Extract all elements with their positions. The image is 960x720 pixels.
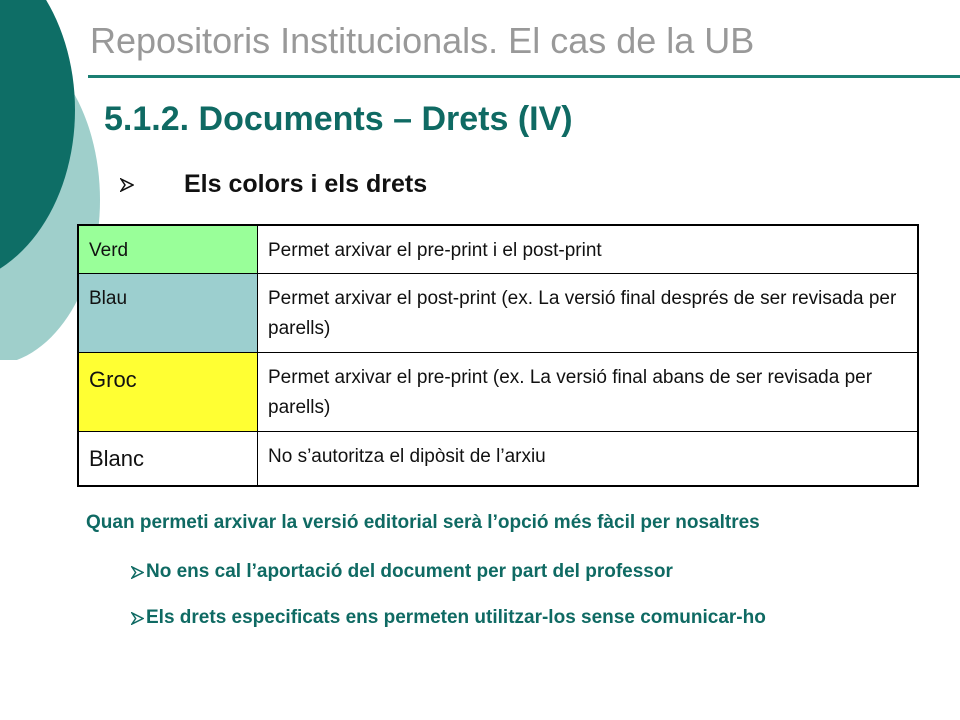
table-row	[78, 432, 918, 486]
arrow-bullet-icon	[131, 566, 144, 579]
slide-title: 5.1.2. Documents – Drets (IV)	[104, 100, 573, 138]
description-cell: Permet arxivar el pre-print i el post-print	[258, 225, 919, 274]
color-cell-verd: Verd	[78, 225, 258, 274]
subtitle-text: Els colors i els drets	[184, 170, 428, 198]
bullet-text: Els drets especificats ens permeten utilitzar-los sense comunicar-ho	[146, 607, 766, 628]
arrow-bullet-icon	[131, 612, 144, 625]
table-row	[78, 353, 918, 432]
bullet-point	[131, 561, 673, 583]
description-cell: No s’autoritza el dipòsit de l’arxiu	[258, 432, 919, 486]
table-row	[78, 225, 918, 274]
note-text: Quan permeti arxivar la versió editorial serà l’opció més fàcil per nosaltres	[86, 512, 760, 533]
color-cell-blanc: Blanc	[78, 432, 258, 486]
color-cell-groc: Groc	[78, 353, 258, 432]
bullet-point	[131, 607, 766, 629]
presentation-title: Repositoris Institucionals. El cas de la UB	[90, 20, 755, 61]
rights-table	[77, 224, 919, 487]
bullet-text: No ens cal l’aportació del document per part del professor	[146, 561, 673, 582]
table-row	[78, 274, 918, 353]
color-cell-blau: Blau	[78, 274, 258, 353]
description-cell: Permet arxivar el pre-print (ex. La versió final abans de ser revisada per parells)	[258, 353, 919, 432]
slide-subtitle	[120, 170, 427, 199]
arrow-bullet-icon	[120, 178, 134, 192]
description-cell: Permet arxivar el post-print (ex. La versió final després de ser revisada per parells)	[258, 274, 919, 353]
header-divider	[88, 75, 960, 78]
